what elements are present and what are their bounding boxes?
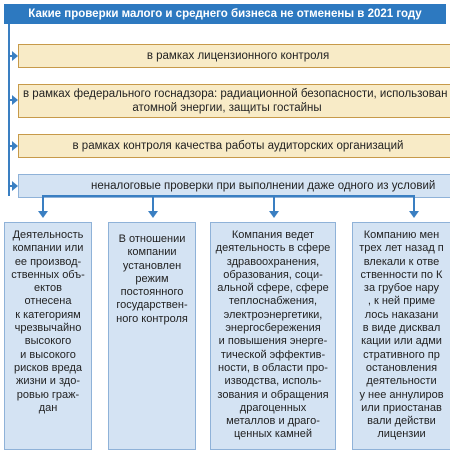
column-line: отнесена (24, 295, 72, 308)
column-line: установлен (122, 259, 182, 272)
column-regulated-sectors (210, 222, 336, 450)
column-line: ценных камней (234, 428, 312, 441)
column-line: тической эффектив- (220, 348, 326, 361)
column-line: альной сфере, сфере (217, 282, 329, 295)
column-line: лось наказани (364, 308, 439, 321)
row-licensing-control (18, 44, 450, 68)
column-line: ственных объ- (11, 268, 85, 281)
column-line: теплоснабжения, (228, 295, 318, 308)
column-line: Деятельность (12, 229, 84, 241)
column-line: драгоценных (239, 401, 307, 414)
column-line: и высокого (20, 348, 76, 361)
column-line: постоянного (120, 286, 184, 299)
column-line: влекали к отве (363, 255, 440, 268)
column-line: трех лет назад п (359, 242, 444, 255)
column-line: энергосбережения (225, 322, 321, 335)
column-line: ее производ- (14, 255, 82, 268)
column-permanent-state-control (108, 222, 196, 450)
column-line: , к ней приме (367, 295, 436, 308)
column-line: изводства, исполь- (224, 375, 322, 388)
column-line: у нее аннулиров (359, 388, 444, 401)
row-line: в рамках контроля качества работы аудиторских организаций (72, 140, 404, 152)
column-line: здравоохранения, (226, 255, 320, 268)
column-line: дан (38, 401, 58, 414)
row-federal-supervision (18, 84, 450, 118)
column-line: в виде дисквал (362, 322, 441, 335)
column-line: рисков вреда (13, 361, 83, 374)
tree-spine (8, 24, 10, 196)
branch-arrow-2 (10, 99, 12, 101)
column-line: образования, соци- (223, 268, 323, 281)
branch-arrow-1 (10, 55, 12, 57)
column-line: ственности по К (360, 268, 443, 281)
column-line: лицензии (377, 428, 426, 441)
column-line: кации или адми (361, 335, 442, 348)
branch-arrow-4 (10, 185, 12, 187)
column-line: компании (127, 246, 177, 259)
arrow-down-icon (42, 195, 44, 212)
column-line: вали действи (367, 415, 436, 428)
row-line: атомной энергии, защиты гостайны (132, 102, 322, 114)
arrow-down-icon (273, 195, 275, 212)
column-line: к категориям (15, 308, 81, 321)
column-line: стративного пр (363, 348, 440, 361)
column-line: ного контроля (116, 312, 188, 325)
column-prior-violations (352, 222, 450, 450)
column-line: Компания ведет (231, 229, 315, 241)
column-line: чрезвычайно (14, 322, 82, 335)
column-line: электроэнергетики, (223, 308, 323, 321)
column-line: и повышения энерге- (218, 335, 328, 348)
row-line: в рамках федерального госнадзора: радиационной безопасности, использован (23, 88, 448, 100)
column-line: металлов и драго- (226, 415, 320, 428)
column-line: ности, в области про- (218, 361, 328, 374)
diagram-title: Какие проверки малого и среднего бизнеса не отменены в 2021 году (4, 4, 446, 24)
column-line: компании или (12, 242, 84, 255)
column-line: высокого (24, 335, 72, 348)
column-line: жизни и здо- (15, 375, 81, 388)
column-line: государствен- (116, 299, 188, 312)
column-line: режим (135, 272, 169, 285)
row-line: в рамках лицензионного контроля (146, 50, 330, 62)
column-line: ровью граж- (16, 388, 80, 401)
column-line: остановления (365, 361, 438, 374)
column-line: деятельности (366, 375, 437, 388)
column-line: за грубое нару (363, 282, 440, 295)
column-line: или приостанав (361, 401, 442, 414)
column-line: Компанию мен (363, 229, 440, 241)
row-audit-quality-control (18, 134, 450, 158)
branch-arrow-3 (10, 145, 12, 147)
column-line: деятельность в сфере (215, 242, 331, 255)
column-line: В отношении (118, 233, 186, 245)
column-line: зования и обращения (217, 388, 329, 401)
row-non-tax-inspections: неналоговые проверки при выполнении даже одного из условий (18, 174, 450, 198)
column-line: ектов (34, 282, 62, 295)
arrow-down-icon (152, 195, 154, 212)
arrow-down-icon (413, 195, 415, 212)
columns-connector (42, 195, 414, 197)
column-high-risk-category (4, 222, 92, 450)
